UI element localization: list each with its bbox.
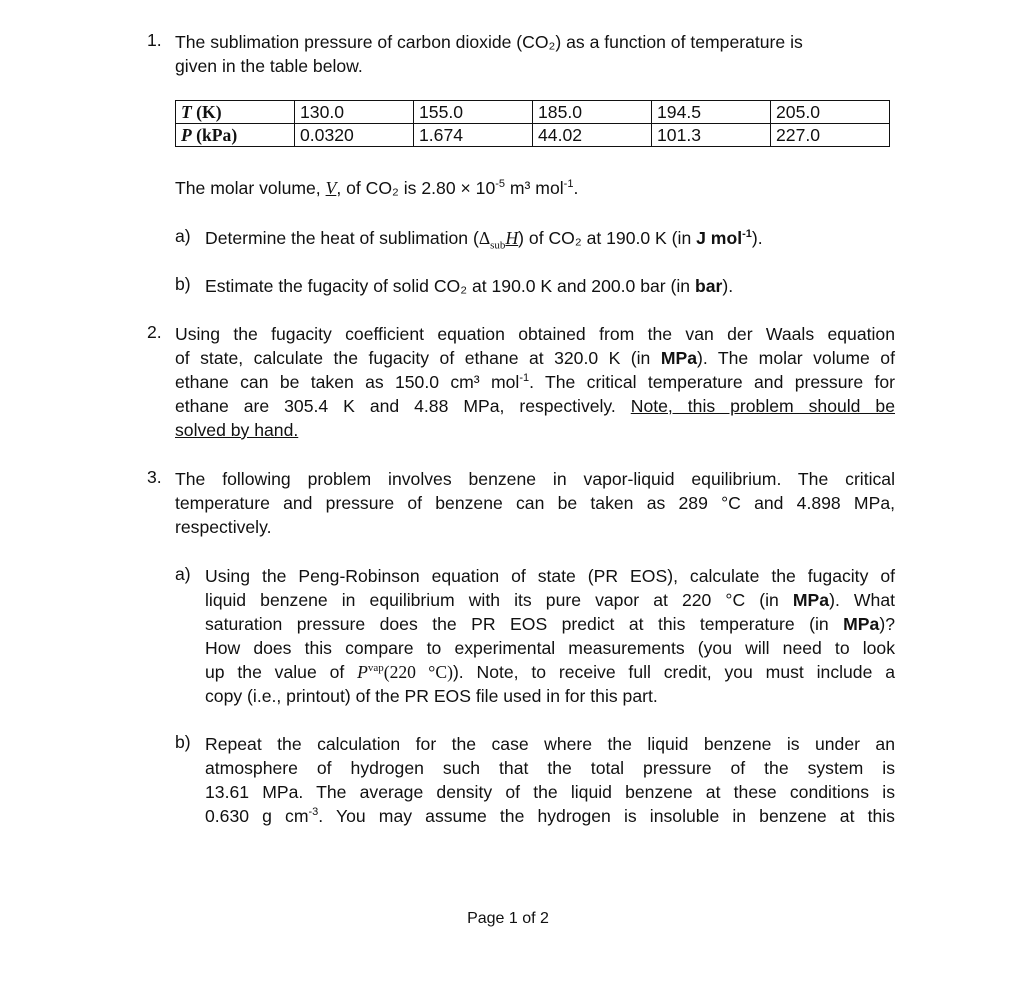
table-cell-pressure: 44.02 <box>533 124 652 147</box>
problem-3a-line-1: Using the Peng-Robinson equation of state (PR EOS), calculate the fugacity of <box>205 566 895 586</box>
problem-1b-label: b) <box>175 274 191 294</box>
table-cell-temperature: 194.5 <box>652 101 771 124</box>
problem-1-line-1: The sublimation pressure of carbon dioxide (CO₂) as a function of temperature is <box>175 32 803 52</box>
problem-3a-line-3: saturation pressure does the PR EOS predict at this temperature (in MPa)? <box>205 614 895 634</box>
table-cell-temperature: 130.0 <box>295 101 414 124</box>
table-cell-pressure: 227.0 <box>771 124 890 147</box>
problem-1b-text: Estimate the fugacity of solid CO₂ at 190.0 K and 200.0 bar (in bar). <box>205 276 734 296</box>
problem-2-line-5: solved by hand. <box>175 420 299 440</box>
problem-3b-line-3: 13.61 MPa. The average density of the liquid benzene at these conditions is <box>205 782 895 802</box>
problem-3a-line-4: How does this compare to experimental measurements (you will need to look <box>205 638 895 658</box>
table-cell-temperature: 205.0 <box>771 101 890 124</box>
problem-3a-label: a) <box>175 564 191 584</box>
problem-1-number: 1. <box>147 30 162 50</box>
problem-1-line-2: given in the table below. <box>175 56 363 76</box>
problem-3-number: 3. <box>147 467 162 487</box>
problem-1a-label: a) <box>175 226 191 246</box>
problem-1a-text: Determine the heat of sublimation $(\Delta_{sub}H)$ of CO₂ at 190.0 K (in J mol$^{-1}$). <box>205 228 763 252</box>
problem-3-line-1: The following problem involves benzene in vapor-liquid equilibrium. The critical <box>175 469 895 489</box>
sublimation-table <box>175 100 890 147</box>
problem-3b-label: b) <box>175 732 191 752</box>
problem-2-line-4: ethane are 305.4 K and 4.88 MPa, respectively. Note, this problem should be <box>175 396 895 416</box>
problem-3a-line-6: copy (i.e., printout) of the PR EOS file used in for this part. <box>205 686 658 706</box>
problem-2-line-2: of state, calculate the fugacity of ethane at 320.0 K (in MPa). The molar volume of <box>175 348 895 368</box>
problem-2-line-1: Using the fugacity coefficient equation obtained from the van der Waals equation <box>175 324 895 344</box>
table-header-temperature: T (K) <box>176 101 295 124</box>
table-row-pressure <box>176 124 890 147</box>
problem-3a-line-2: liquid benzene in equilibrium with its pure vapor at 220 °C (in MPa). What <box>205 590 895 610</box>
page-number: Page 1 of 2 <box>467 910 549 927</box>
problem-3b-line-4: 0.630 g $cm^{-3}$. You may assume the hydrogen is insoluble in benzene at this <box>205 806 895 826</box>
problem-2-line-3: ethane can be taken as 150.0 cm³ mol$^{-1}$. The critical temperature and pressure for <box>175 372 896 392</box>
problem-3-line-2: temperature and pressure of benzene can be taken as 289 °C and 4.898 MPa, <box>175 493 895 513</box>
problem-3b-line-1: Repeat the calculation for the case where the liquid benzene is under an <box>205 734 895 754</box>
problem-2-number: 2. <box>147 322 162 342</box>
table-cell-pressure: 0.0320 <box>295 124 414 147</box>
molar-volume-statement: The molar volume, V, of CO₂ is $2.80 \times 10^{-5}$ m³ mol$^{-1}$. <box>175 178 579 198</box>
table-cell-pressure: 101.3 <box>652 124 771 147</box>
problem-3b-line-2: atmosphere of hydrogen such that the total pressure of the system is <box>205 758 895 778</box>
table-header-pressure: P (kPa) <box>176 124 295 147</box>
table-cell-temperature: 185.0 <box>533 101 652 124</box>
problem-3a-line-5: up the value of $P^{vap}(220$ °C)). Note, to receive full credit, you must include a <box>205 662 895 682</box>
table-cell-pressure: 1.674 <box>414 124 533 147</box>
table-cell-temperature: 155.0 <box>414 101 533 124</box>
table-row-temperature <box>176 101 890 124</box>
problem-3-line-3: respectively. <box>175 517 272 537</box>
